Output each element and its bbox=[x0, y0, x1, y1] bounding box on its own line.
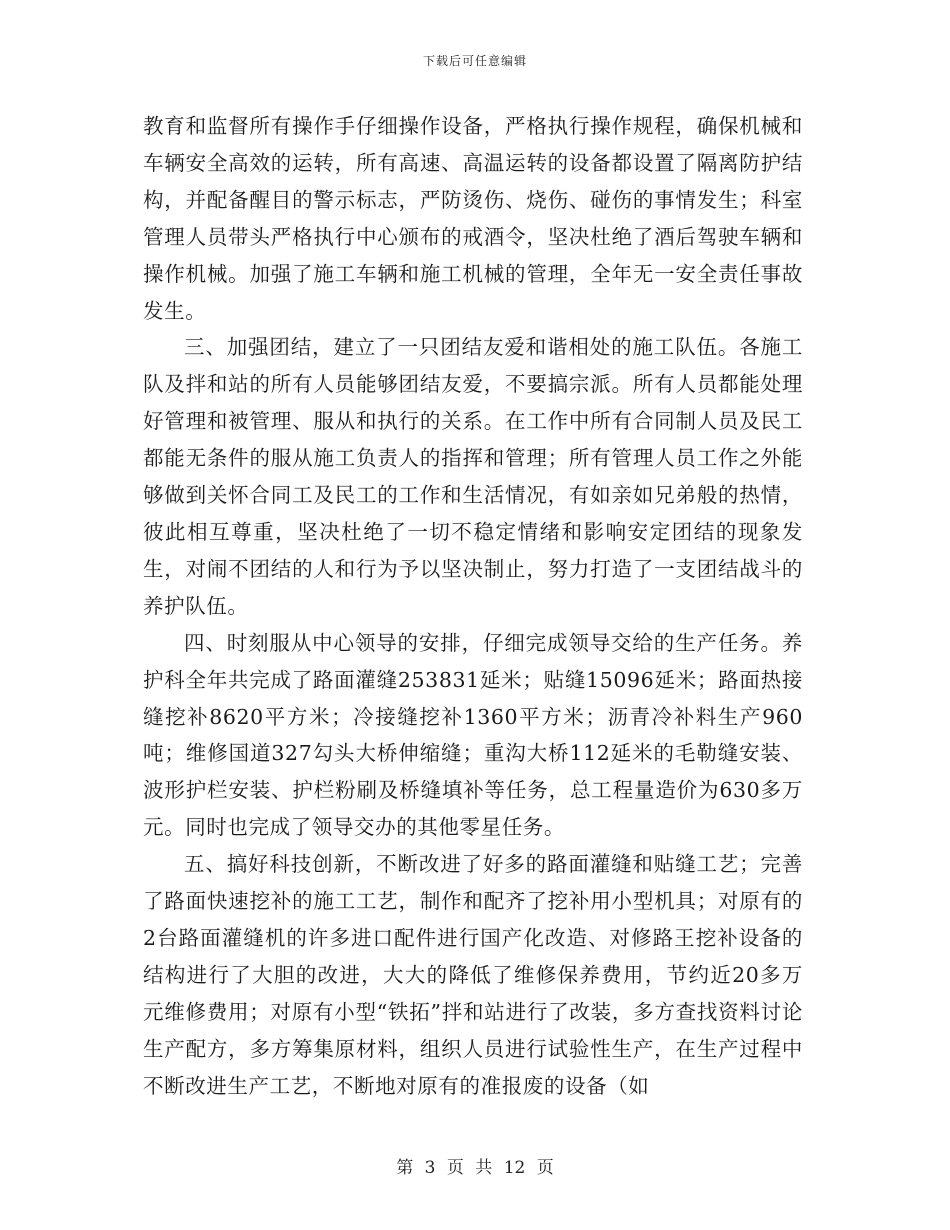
footer-prefix: 第 bbox=[396, 1158, 414, 1178]
paragraph-section-four: 四、时刻服从中心领导的安排，仔细完成领导交给的生产任务。养护科全年共完成了路面灌缝253831延米；贴缝15096延米；路面热接缝挖补8620平方米；冷接缝挖补1360平方米；沥青冷补料生产960吨；维修国道327勾头大桥伸缩缝；重沟大桥112延米的毛勒缝安装、波形护栏安装、护栏粉刷及桥缝填补等任务，总工程量造价为630多万元。同时也完成了领导交办的其他零星任务。 bbox=[143, 630, 803, 840]
page-footer bbox=[0, 1153, 950, 1178]
paragraph-continuation: 教育和监督所有操作手仔细操作设备，严格执行操作规程，确保机械和车辆安全高效的运转，所有高速、高温运转的设备都设置了隔离防护结构，并配备醒目的警示标志，严防烫伤、烧伤、碰伤的事情发生；科室管理人员带头严格执行中心颁布的戒酒令，坚决杜绝了酒后驾驶车辆和操作机械。加强了施工车辆和施工机械的管理，全年无一安全责任事故发生。 bbox=[143, 114, 803, 323]
footer-suffix: 页 bbox=[536, 1158, 554, 1178]
paragraph-section-five: 五、搞好科技创新，不断改进了好多的路面灌缝和贴缝工艺；完善了路面快速挖补的施工工艺，制作和配齐了挖补用小型机具；对原有的2台路面灌缝机的许多进口配件进行国产化改造、对修路王挖补设备的结构进行了大胆的改进，大大的降低了维修保养费用，节约近20多万元维修费用；对原有小型“铁拓”拌和站进行了改装，多方查找资料讨论生产配方，多方筹集原材料，组织人员进行试验性生产，在生产过程中不断改进生产工艺，不断地对原有的准报废的设备（如 bbox=[143, 852, 803, 1098]
paragraph-section-three: 三、加强团结，建立了一只团结友爱和谐相处的施工队伍。各施工队及拌和站的所有人员能够团结友爱，不要搞宗派。所有人员都能处理好管理和被管理、服从和执行的关系。在工作中所有合同制人员及民工都能无条件的服从施工负责人的指挥和管理；所有管理人员工作之外能够做到关怀合同工及民工的工作和生活情况，有如亲如兄弟般的热情，彼此相互尊重，坚决杜绝了一切不稳定情绪和影响安定团结的现象发生，对闹不团结的人和行为予以坚决制止，努力打造了一支团结战斗的养护队伍。 bbox=[143, 335, 803, 618]
page-header-note: 下载后可任意编辑 bbox=[422, 54, 527, 68]
document-body bbox=[143, 108, 803, 1104]
footer-middle: 页 共 bbox=[446, 1158, 493, 1178]
footer-page-number: 3 bbox=[424, 1158, 436, 1178]
footer-total-pages: 12 bbox=[503, 1158, 526, 1178]
